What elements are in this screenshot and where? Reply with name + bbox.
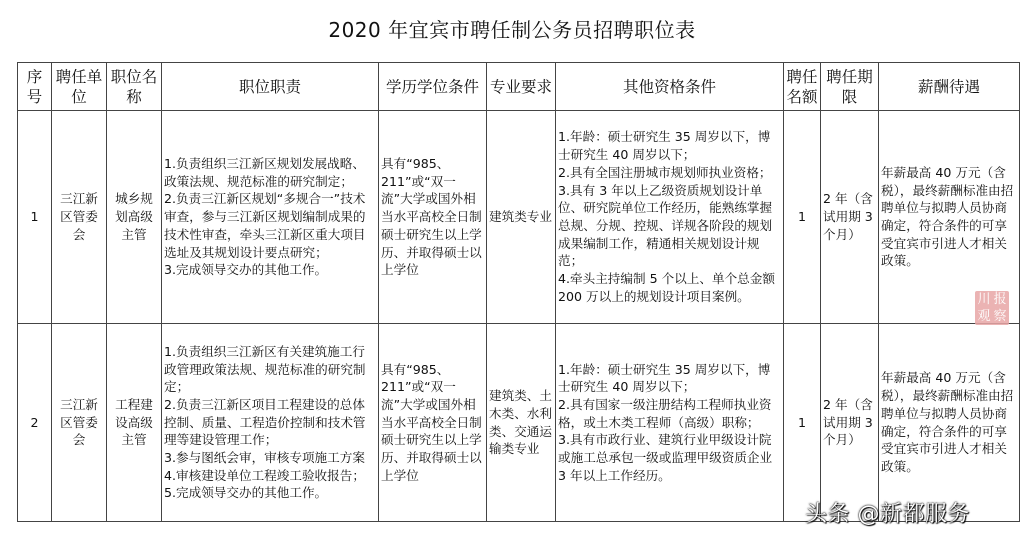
cell-unit: 三江新区管委会 (52, 324, 107, 522)
header-major: 专业要求 (487, 63, 556, 111)
header-other: 其他资格条件 (556, 63, 784, 111)
cell-quota: 1 (784, 324, 821, 522)
header-position: 职位名称 (107, 63, 162, 111)
duty-item: 2.负责三江新区规划“多规合一”技术审查，参与三江新区规划编制成果的技术性审查，牵头三江新区重大项目选址及其规划设计要点研究； (164, 191, 366, 260)
cell-education: 具有“985、211”或“双一流”大学或国外相当水平高校全日制硕士研究生以上学历、并取得硕士以上学位 (379, 111, 487, 324)
duty-item: 3.参与图纸会审，审核专项施工方案 (164, 450, 365, 466)
duty-item: 1.负责组织三江新区有关建筑施工行政管理政策法规、规范标准的研究制定； (164, 343, 366, 395)
page-title: 2020 年宜宾市聘任制公务员招聘职位表 (328, 18, 696, 42)
requirement-item: 3.具有 3 年以上乙级资质规划设计单位、研究院单位工作经历，能熟练掌握总规、分规、控规、详规各阶段的规划成果编制工作，精通相关规划设计规范； (558, 182, 773, 269)
duty-item: 3.完成领导交办的其他工作。 (164, 262, 328, 278)
cell-education: 具有“985、211”或“双一流”大学或国外相当水平高校全日制硕士研究生以上学历、并取得硕士以上学位 (379, 324, 487, 522)
header-seq: 序号 (18, 63, 52, 111)
table-header-row (18, 63, 1020, 111)
duty-item: 2.负责三江新区项目工程建设的总体控制、质量、工程造价控制和技术管理等建设管理工作； (164, 396, 366, 448)
header-duties: 职位职责 (162, 63, 379, 111)
header-unit: 聘任单位 (52, 63, 107, 111)
requirement-item: 3.具有市政行业、建筑行业甲级设计院或施工总承包一级或监理甲级资质企业 3 年以上工作经历。 (558, 432, 773, 483)
cell-salary: 年薪最高 40 万元（含税），最终薪酬标准由招聘单位与拟聘人员协商确定，符合条件的可享受宜宾市引进人才相关政策。 (879, 111, 1020, 324)
cell-term: 2 年（含试用期 3 个月） (821, 324, 879, 522)
requirement-item: 2.具有全国注册城市规划师执业资格； (558, 164, 772, 180)
cell-salary: 年薪最高 40 万元（含税），最终薪酬标准由招聘单位与拟聘人员协商确定，符合条件的可享受宜宾市引进人才相关政策。 (879, 324, 1020, 522)
cell-major: 建筑类专业 (487, 111, 556, 324)
duty-item: 1.负责组织三江新区规划发展战略、政策法规、规范标准的研究制定； (164, 156, 365, 189)
requirement-item: 1.年龄：硕士研究生 35 周岁以下，博士研究生 40 周岁以下； (558, 129, 771, 163)
publisher-seal-icon: 川 报 观 察 (975, 291, 1009, 325)
table-row (18, 111, 1020, 324)
cell-unit: 三江新区管委会 (52, 111, 107, 324)
header-term: 聘任期限 (821, 63, 879, 111)
cell-other (556, 324, 784, 522)
cell-other (556, 111, 784, 324)
watermark: 头条 @新都服务 (805, 502, 970, 527)
cell-seq: 1 (18, 111, 52, 324)
header-education: 学历学位条件 (379, 63, 487, 111)
cell-duties (162, 111, 379, 324)
cell-duties (162, 324, 379, 522)
cell-position: 城乡规划高级主管 (107, 111, 162, 324)
cell-seq: 2 (18, 324, 52, 522)
cell-term: 2 年（含试用期 3 个月） (821, 111, 879, 324)
cell-major: 建筑类、土木类、水利类、交通运输类专业 (487, 324, 556, 522)
duty-item: 5.完成领导交办的其他工作。 (164, 485, 328, 501)
table-row (18, 324, 1020, 522)
requirement-item: 2.具有国家一级注册结构工程师执业资格，或土木类工程师（高级）职称； (558, 396, 772, 430)
cell-quota: 1 (784, 111, 821, 324)
duty-item: 4.审核建设单位工程竣工验收报告； (164, 467, 365, 483)
header-salary: 薪酬待遇 (879, 63, 1020, 111)
header-quota: 聘任名额 (784, 63, 821, 111)
cell-position: 工程建设高级主管 (107, 324, 162, 522)
requirement-item: 1.年龄：硕士研究生 35 周岁以下，博士研究生 40 周岁以下； (558, 361, 771, 395)
requirement-item: 4.牵头主持编制 5 个以上、单个总金额 200 万以上的规划设计项目案例。 (558, 271, 775, 304)
recruitment-table (17, 62, 1020, 522)
